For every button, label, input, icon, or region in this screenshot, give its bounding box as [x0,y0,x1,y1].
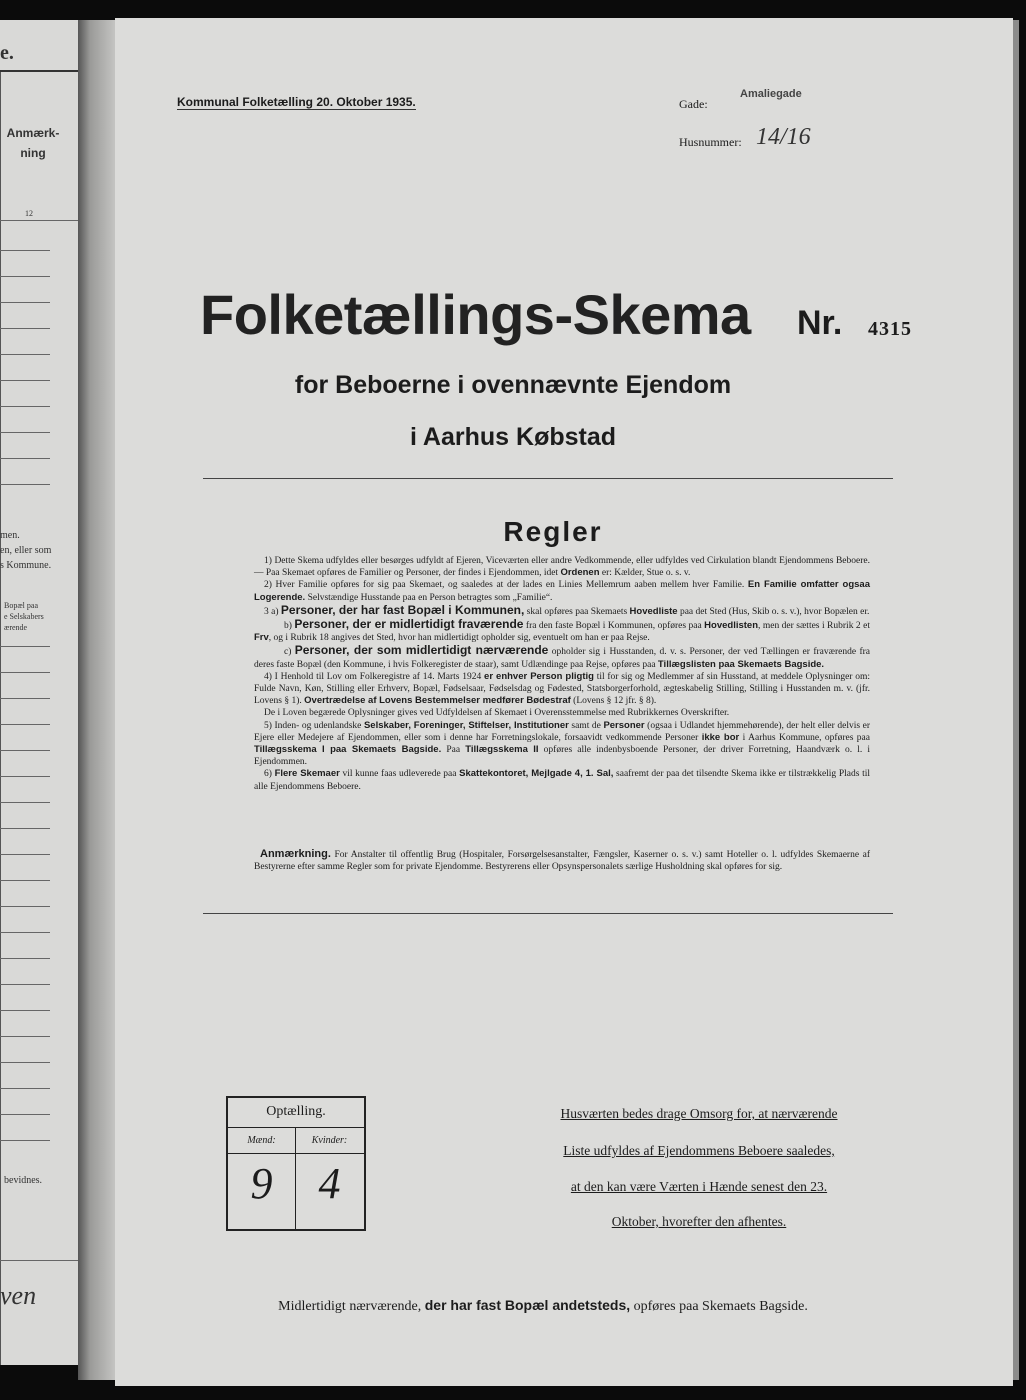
gade-label: Gade: [679,97,708,111]
notice-line: Liste udfyldes af Ejendommens Beboere saaledes, [563,1143,835,1158]
previous-page-header: e. [0,42,14,64]
previous-page-rule [0,1010,50,1011]
previous-page-rule [0,1114,50,1115]
previous-page-rule [0,484,50,485]
previous-page-rule [0,250,50,251]
count-box [226,1096,366,1231]
notice-line: Oktober, hvorefter den afhentes. [611,1214,787,1229]
book-spine [78,20,118,1380]
previous-page-rule [0,1036,50,1037]
notice-line: Husværten bedes drage Omsorg for, at nærværende [560,1106,838,1121]
anmaerkning-text: Anmærkning. For Anstalter til offentlig Brug (Hospitaler, Forsørgelsesanstalter, Fængsler, Kaserner o. s. v.) samt Hoteller o. l. udfyldes Skemaerne af Bestyrerne efter samme Regler som for private Ejendomme. Bestyrerens eller Opsynspersonalets særlige Husholdning skal opføres for sig. [254,848,870,873]
previous-page-rule [0,750,50,751]
previous-page-rule [0,932,50,933]
previous-page-rule [0,328,50,329]
previous-page-rule [0,854,50,855]
regler-text: 1) Dette Skema udfyldes eller besørges udfyldt af Ejeren, Viceværten eller andre Vedkommende, eller udfyldes ved Cirkulation blandt Ejendommens Beboere. — Paa Skemaet opføres de Familier og Personer, der findes i Ejendommen, idet Ordenen er: Kælder, Stue o. s. v. 2) Hver Familie opføres for sig paa Skemaet, og saaledes at der lades en Linies Mellemrum aaben mellem hver Familie. En Familie omfatter ogsaa Logerende. Selvstændige Husstande paa en Person betragtes som „Familie“. 3 a) Personer, der har fast Bopæl i Kommunen, skal opføres paa Skemaets Hovedliste paa det Sted (Hus, Skib o. s. v.), hvor Bopælen er. b) Personer, der er midlertidigt fraværende fra den faste Bopæl i Kommunen, opføres paa Hovedlisten, men der sættes i Rubrik 2 et Frv, og i Rubrik 18 angives det Sted, hvor han midlertidigt opholder sig, eventuelt om han er paa Rejse. c) Personer, der som midlertidigt nærværende opholder sig i Husstanden, d. v. s. Personer, der ved Tællingen er fraværende fra deres faste Bopæl (den Kommune, i hvis Folkeregister de staar), samt Udlændinge paa Rejse, opføres paa Tillægslisten paa Skemaets Bagside. 4) I Henhold til Lov om Folkeregistre af 14. Marts 1924 er enhver Person pligtig til for sig og Medlemmer af sin Husstand, at meddele Oplysninger om: Fulde Navn, Køn, Stilling eller Erhverv, Bopæl, Fødselsaar, Fødselsdag og Fødested, Statsborgerforhold, ægteskabelig Stilling, Stilling i Husstanden m. v. (jfr. Lovens § 1). Overtrædelse af Lovens Bestemmelser medfører Bødestraf (Lovens § 12 jfr. § 8). De i Loven begærede Oplysninger gives ved Udfyldelsen af Skemaet i Overensstemmelse med Rubrikkernes Overskrifter. 5) Inden- og udenlandske Selskaber, Foreninger, Stiftelser, Institutioner samt de Personer (ogsaa i Udlandet hjemmehørende), der helt eller delvis er Ejere eller Medejere af Ejendommen, eller som i denne har Forretningslokale, forsaavidt vedkommende Personer ikke bor i Aarhus Kommune, opføres paa Tillægsskema I paa Skemaets Bagside. Paa Tillægsskema II opføres alle indenbysboende Personer, der driver Forretning, Haandværk o. l. i Ejendommen. 6) Flere Skemaer vil kunne faas udleverede paa Skattekontoret, Mejlgade 4, 1. Sal, saafremt der paa det tilsendte Skema ikke er tilstrækkelig Plads til alle Ejendommens Beboere. [254,556,871,792]
gade-value: Amaliegade [740,88,802,100]
previous-page-column-rule [0,72,1,1365]
previous-page-rule [0,802,50,803]
previous-page-rule [0,984,50,985]
previous-page-rule [0,698,50,699]
previous-page-rule [0,1260,78,1261]
previous-page-rule [0,302,50,303]
previous-page-signature: ven [0,1281,37,1310]
previous-page-rule [0,958,50,959]
form-number-label: Nr. [797,304,843,342]
previous-page-rule [0,828,50,829]
count-rule [228,1153,364,1154]
previous-page-top-rule [0,70,78,72]
previous-page-note: Bopæl paa e Selskabers ærende [4,601,44,632]
census-header: Kommunal Folketælling 20. Oktober 1935. [177,95,416,109]
footer-part3: opføres paa Skemaets Bagside. [633,1299,808,1314]
previous-page-note: men. en, eller som s Kommune. [0,530,52,571]
previous-page-rule [0,646,50,647]
kvinder-label: Kvinder: [311,1135,348,1146]
footer-part1: Midlertidigt nærværende, [278,1299,422,1314]
previous-page-rule [0,354,50,355]
form-subtitle: for Beboerne i ovennævnte Ejendom [294,371,732,399]
previous-page-rule [0,776,50,777]
previous-page-rule [0,672,50,673]
maend-label: Mænd: [247,1135,276,1146]
previous-page-rule [0,220,78,221]
previous-page-rule [0,880,50,881]
kvinder-value: 4 [318,1159,341,1208]
previous-page-rule [0,406,50,407]
previous-page-rule [0,458,50,459]
previous-page-rule [0,276,50,277]
divider [203,913,893,914]
footer-note [0,1297,1026,1315]
footer-part2: der har fast Bopæl andetsteds, [424,1297,631,1313]
previous-page-rule [0,906,50,907]
previous-page-rule [0,724,50,725]
divider [203,478,893,479]
count-rule [228,1127,364,1128]
form-number-value: 4315 [868,318,912,340]
regler-heading: Regler [503,516,603,547]
notice-line: at den kan være Værten i Hænde senest den 23. [570,1179,828,1194]
husnummer-label: Husnummer: [679,135,742,149]
previous-page-rule [0,1088,50,1089]
previous-page-rule [0,1062,50,1063]
form-subtitle-city: i Aarhus Købstad [409,423,617,451]
previous-page-rule [0,1140,50,1141]
form-title: Folketællings-Skema [200,283,751,346]
page-edge [1013,20,1019,1380]
husnummer-value: 14/16 [756,124,811,150]
previous-page-column-number: 12 [25,209,33,218]
previous-page-note: bevidnes. [4,1175,43,1186]
maend-value: 9 [250,1159,273,1208]
count-title: Optælling. [266,1104,326,1119]
previous-page [0,20,78,1365]
previous-page-column-header: Anmærk- ning [6,126,60,160]
